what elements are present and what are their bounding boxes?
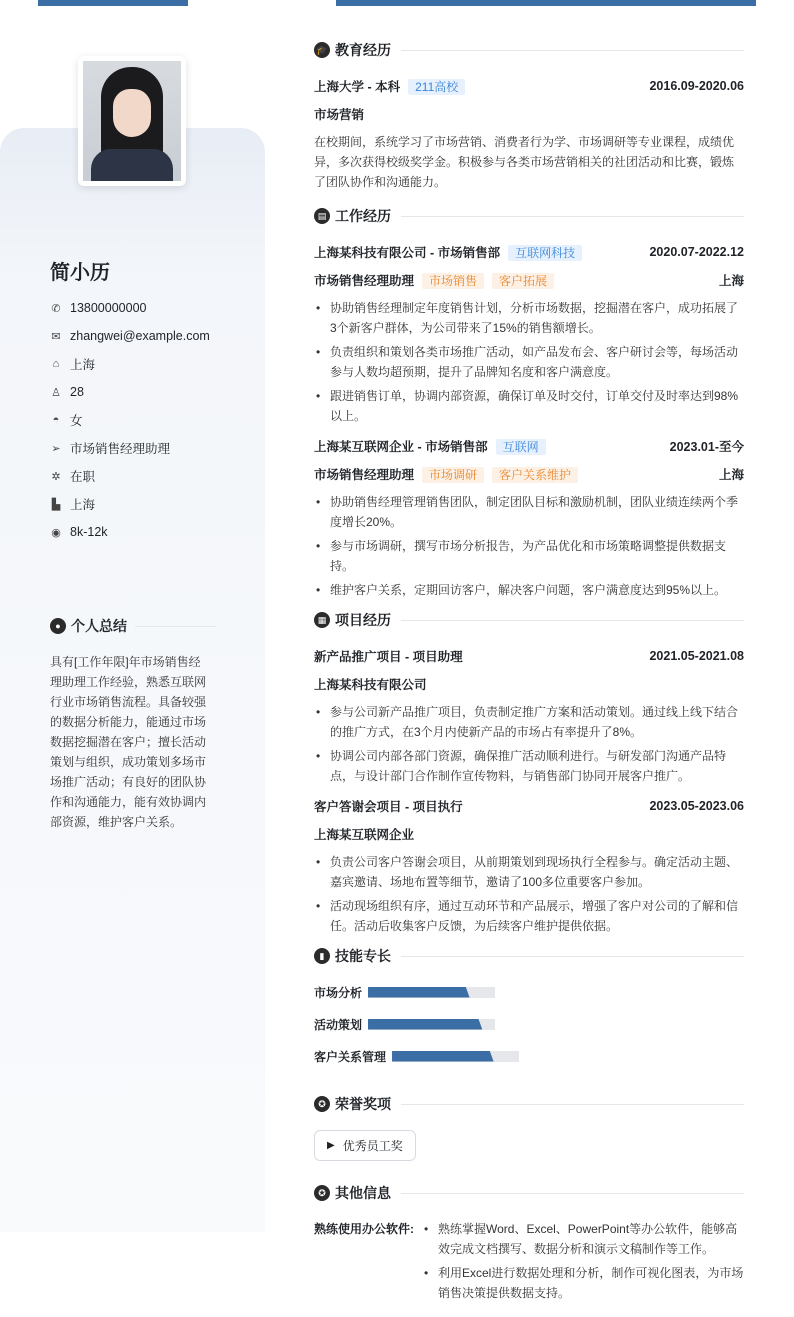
info-value: 女 (70, 414, 83, 428)
divider (401, 216, 744, 217)
summary-title: 个人总结 (71, 618, 127, 634)
skill-name: 市场分析 (314, 985, 363, 1000)
info-row (50, 518, 210, 546)
skill-bar (368, 987, 495, 998)
entry-title: 上海某科技有限公司 (314, 678, 427, 692)
bullet-list (314, 492, 744, 600)
entry-header (314, 76, 744, 96)
entry-title-group (314, 243, 582, 261)
briefcase-icon: ▤ (314, 208, 330, 224)
cake-icon: ♙ (51, 386, 61, 399)
info-value: zhangwei@example.com (70, 329, 210, 343)
user-icon: ● (50, 618, 66, 634)
info-icon: ✪ (314, 1185, 330, 1201)
info-value: 28 (70, 385, 84, 399)
contact-info (50, 294, 210, 546)
header-accent-right (336, 0, 756, 6)
skills-list (314, 982, 744, 1078)
entry-title: 上海某互联网企业 - 市场销售部 (314, 440, 488, 454)
tag: 211高校 (408, 79, 465, 95)
info-value: 上海 (70, 358, 96, 372)
info-value: 市场销售经理助理 (70, 442, 171, 456)
skill-name: 客户关系管理 (314, 1049, 387, 1064)
bullet-list (314, 298, 744, 426)
info-row (50, 378, 210, 406)
education-heading (314, 40, 744, 60)
entry-right: 2023.05-2023.06 (649, 799, 744, 813)
award-item (314, 1130, 416, 1161)
chart-icon: ▮ (314, 948, 330, 964)
tag: 互联网 (496, 439, 546, 455)
entry-title-group (314, 647, 463, 665)
main-content (314, 40, 744, 1317)
entry-right: 2023.01-至今 (669, 440, 744, 454)
entry-title-group (314, 797, 463, 815)
awards-heading (314, 1094, 744, 1114)
info-row (50, 350, 210, 378)
work-title: 工作经历 (335, 208, 391, 224)
skill-item (314, 982, 535, 1002)
entry-right: 2021.05-2021.08 (649, 649, 744, 663)
skill-bar (392, 1051, 519, 1062)
status-icon: ✲ (51, 470, 61, 483)
bullet-item: • 协调公司内部各部门资源，确保推广活动顺利进行。与研发部门沟通产品特点，与设计部门合作制作宣传物料，与销售部门协同开展客户推广。 (314, 746, 744, 786)
grid-icon: ▦ (314, 612, 330, 628)
entry-title-group (314, 675, 427, 693)
entry-right: 2016.09-2020.06 (649, 79, 744, 93)
bullet-item: • 参与公司新产品推广项目，负责制定推广方案和活动策划。通过线上线下结合的推广方式，在3个月内使新产品的市场占有率提升了8%。 (314, 702, 744, 742)
skill-bar-fill (368, 987, 470, 998)
entry-header (314, 824, 744, 844)
awards-title: 荣誉奖项 (335, 1096, 391, 1112)
education-description: 在校期间，系统学习了市场营销、消费者行为学、市场调研等专业课程，成绩优异，多次获得校级奖学金。积极参与各类市场营销相关的社团活动和比赛，锻炼了团队协作和沟通能力。 (314, 135, 735, 189)
entry-header (314, 104, 744, 124)
skills-heading (314, 946, 744, 966)
entry-header (314, 270, 744, 290)
building-icon: ▙ (51, 498, 61, 511)
award-icon: ✪ (314, 1096, 330, 1112)
divider (401, 1104, 744, 1105)
tag: 市场调研 (422, 467, 484, 483)
tag: 客户拓展 (492, 273, 554, 289)
entry-title: 上海大学 - 本科 (314, 80, 401, 94)
education-title: 教育经历 (335, 42, 391, 58)
entry-title: 市场销售经理助理 (314, 274, 415, 288)
entry-header (314, 242, 744, 262)
bullet-item: • 协助销售经理管理销售团队，制定团队目标和激励机制，团队业绩连续两个季度增长20%。 (314, 492, 744, 532)
entry-title-group (314, 271, 554, 289)
skill-bar (368, 1019, 495, 1030)
entry-title: 新产品推广项目 - 项目助理 (314, 650, 463, 664)
entry-right: 上海 (718, 468, 744, 482)
other-heading (314, 1183, 744, 1203)
skill-item (314, 1046, 535, 1066)
candidate-name: 简小历 (50, 262, 110, 284)
info-value: 在职 (70, 470, 96, 484)
skill-bar-fill (368, 1019, 482, 1030)
entry-title-group (314, 437, 546, 455)
header-accent-left (38, 0, 188, 6)
bullet-item: • 活动现场组织有序，通过互动环节和产品展示，增强了客户对公司的了解和信任。活动后收集客户反馈，为后续客户维护提供依据。 (314, 896, 744, 936)
entry-header (314, 796, 744, 816)
entry-right: 2020.07-2022.12 (649, 245, 744, 259)
bullet-item: • 跟进销售订单，协调内部资源，确保订单及时交付，订单交付及时率达到98%以上。 (314, 386, 744, 426)
info-value: 13800000000 (70, 301, 147, 315)
entry-title: 客户答谢会项目 - 项目执行 (314, 800, 463, 814)
skill-bar-fill (392, 1051, 494, 1062)
divider (401, 620, 744, 621)
entry-title: 上海某科技有限公司 - 市场销售部 (314, 246, 501, 260)
bullet-item: • 参与市场调研，撰写市场分析报告，为产品优化和市场策略调整提供数据支持。 (314, 536, 744, 576)
entry-title-group (314, 825, 414, 843)
entry-title-group (314, 105, 364, 123)
salary-icon: ◉ (51, 526, 61, 539)
bullet-item: • 熟练掌握Word、Excel、PowerPoint等办公软件，能够高效完成文档撰写、数据分析和演示文稿制作等工作。 (422, 1219, 744, 1259)
entry-header (314, 646, 744, 666)
info-value: 8k-12k (70, 525, 108, 539)
other-title: 其他信息 (335, 1185, 391, 1201)
divider (401, 50, 744, 51)
phone-icon: ✆ (51, 302, 61, 315)
avatar (78, 56, 186, 186)
entry-header (314, 674, 744, 694)
work-heading (314, 206, 744, 226)
bullet-item: • 协助销售经理制定年度销售计划，分析市场数据，挖掘潜在客户，成功拓展了3个新客户群体，为公司带来了15%的销售额增长。 (314, 298, 744, 338)
divider (401, 956, 744, 957)
bullet-list (314, 702, 744, 786)
bullet-item: • 维护客户关系，定期回访客户，解决客户问题，客户满意度达到95%以上。 (314, 580, 744, 600)
info-row (50, 490, 210, 518)
bullet-item: • 负责公司客户答谢会项目，从前期策划到现场执行全程参与。确定活动主题、嘉宾邀请、场地布置等细节，邀请了100多位重要客户参加。 (314, 852, 744, 892)
projects-title: 项目经历 (335, 612, 391, 628)
entry-title-group (314, 465, 578, 483)
skill-item (314, 1014, 535, 1034)
bullet-list (314, 852, 744, 936)
send-icon: ➢ (51, 442, 61, 455)
projects-heading (314, 610, 744, 630)
info-row (50, 406, 210, 434)
info-row (50, 294, 210, 322)
entry-title-group (314, 77, 465, 95)
summary-text: 具有[工作年限]年市场销售经理助理工作经验，熟悉互联网行业市场销售流程。具备较强的数据分析能力，能通过市场数据挖掘潜在客户；擅长活动策划与组织，成功策划多场市场推广活动；有良好的团队协作和沟通能力，能有效协调内部资源，维护客户关系。 (50, 655, 207, 829)
entry-title: 市场营销 (314, 108, 365, 122)
bullet-item: • 利用Excel进行数据处理和分析，制作可视化图表，为市场销售决策提供数据支持。 (422, 1263, 744, 1303)
info-row (50, 434, 210, 462)
skills-title: 技能专长 (335, 948, 391, 964)
divider (401, 1193, 744, 1194)
entry-header (314, 464, 744, 484)
bullet-item: • 负责组织和策划各类市场推广活动，如产品发布会、客户研讨会等，每场活动参与人数均超预期，提升了品牌知名度和客户满意度。 (314, 342, 744, 382)
award-name: 优秀员工奖 (342, 1139, 403, 1153)
summary-heading (50, 616, 216, 636)
entry-right: 上海 (718, 274, 744, 288)
other-label: 熟练使用办公软件: (314, 1222, 414, 1236)
skill-name: 活动策划 (314, 1017, 363, 1032)
tag: 互联网科技 (508, 245, 582, 261)
gender-icon: ◓ (52, 414, 60, 426)
mail-icon: ✉ (51, 330, 61, 343)
tag: 市场销售 (422, 273, 484, 289)
entry-title: 市场销售经理助理 (314, 468, 415, 482)
graduation-cap-icon: 🎓 (314, 42, 330, 58)
play-icon: ▶ (327, 1140, 335, 1151)
info-row (50, 462, 210, 490)
tag: 客户关系维护 (492, 467, 578, 483)
bullet-list (422, 1219, 744, 1307)
home-icon: ⌂ (52, 358, 60, 370)
entry-title: 上海某互联网企业 (314, 828, 415, 842)
info-row (50, 322, 210, 350)
entry-header (314, 436, 744, 456)
other-info (314, 1219, 744, 1317)
info-value: 上海 (70, 498, 96, 512)
